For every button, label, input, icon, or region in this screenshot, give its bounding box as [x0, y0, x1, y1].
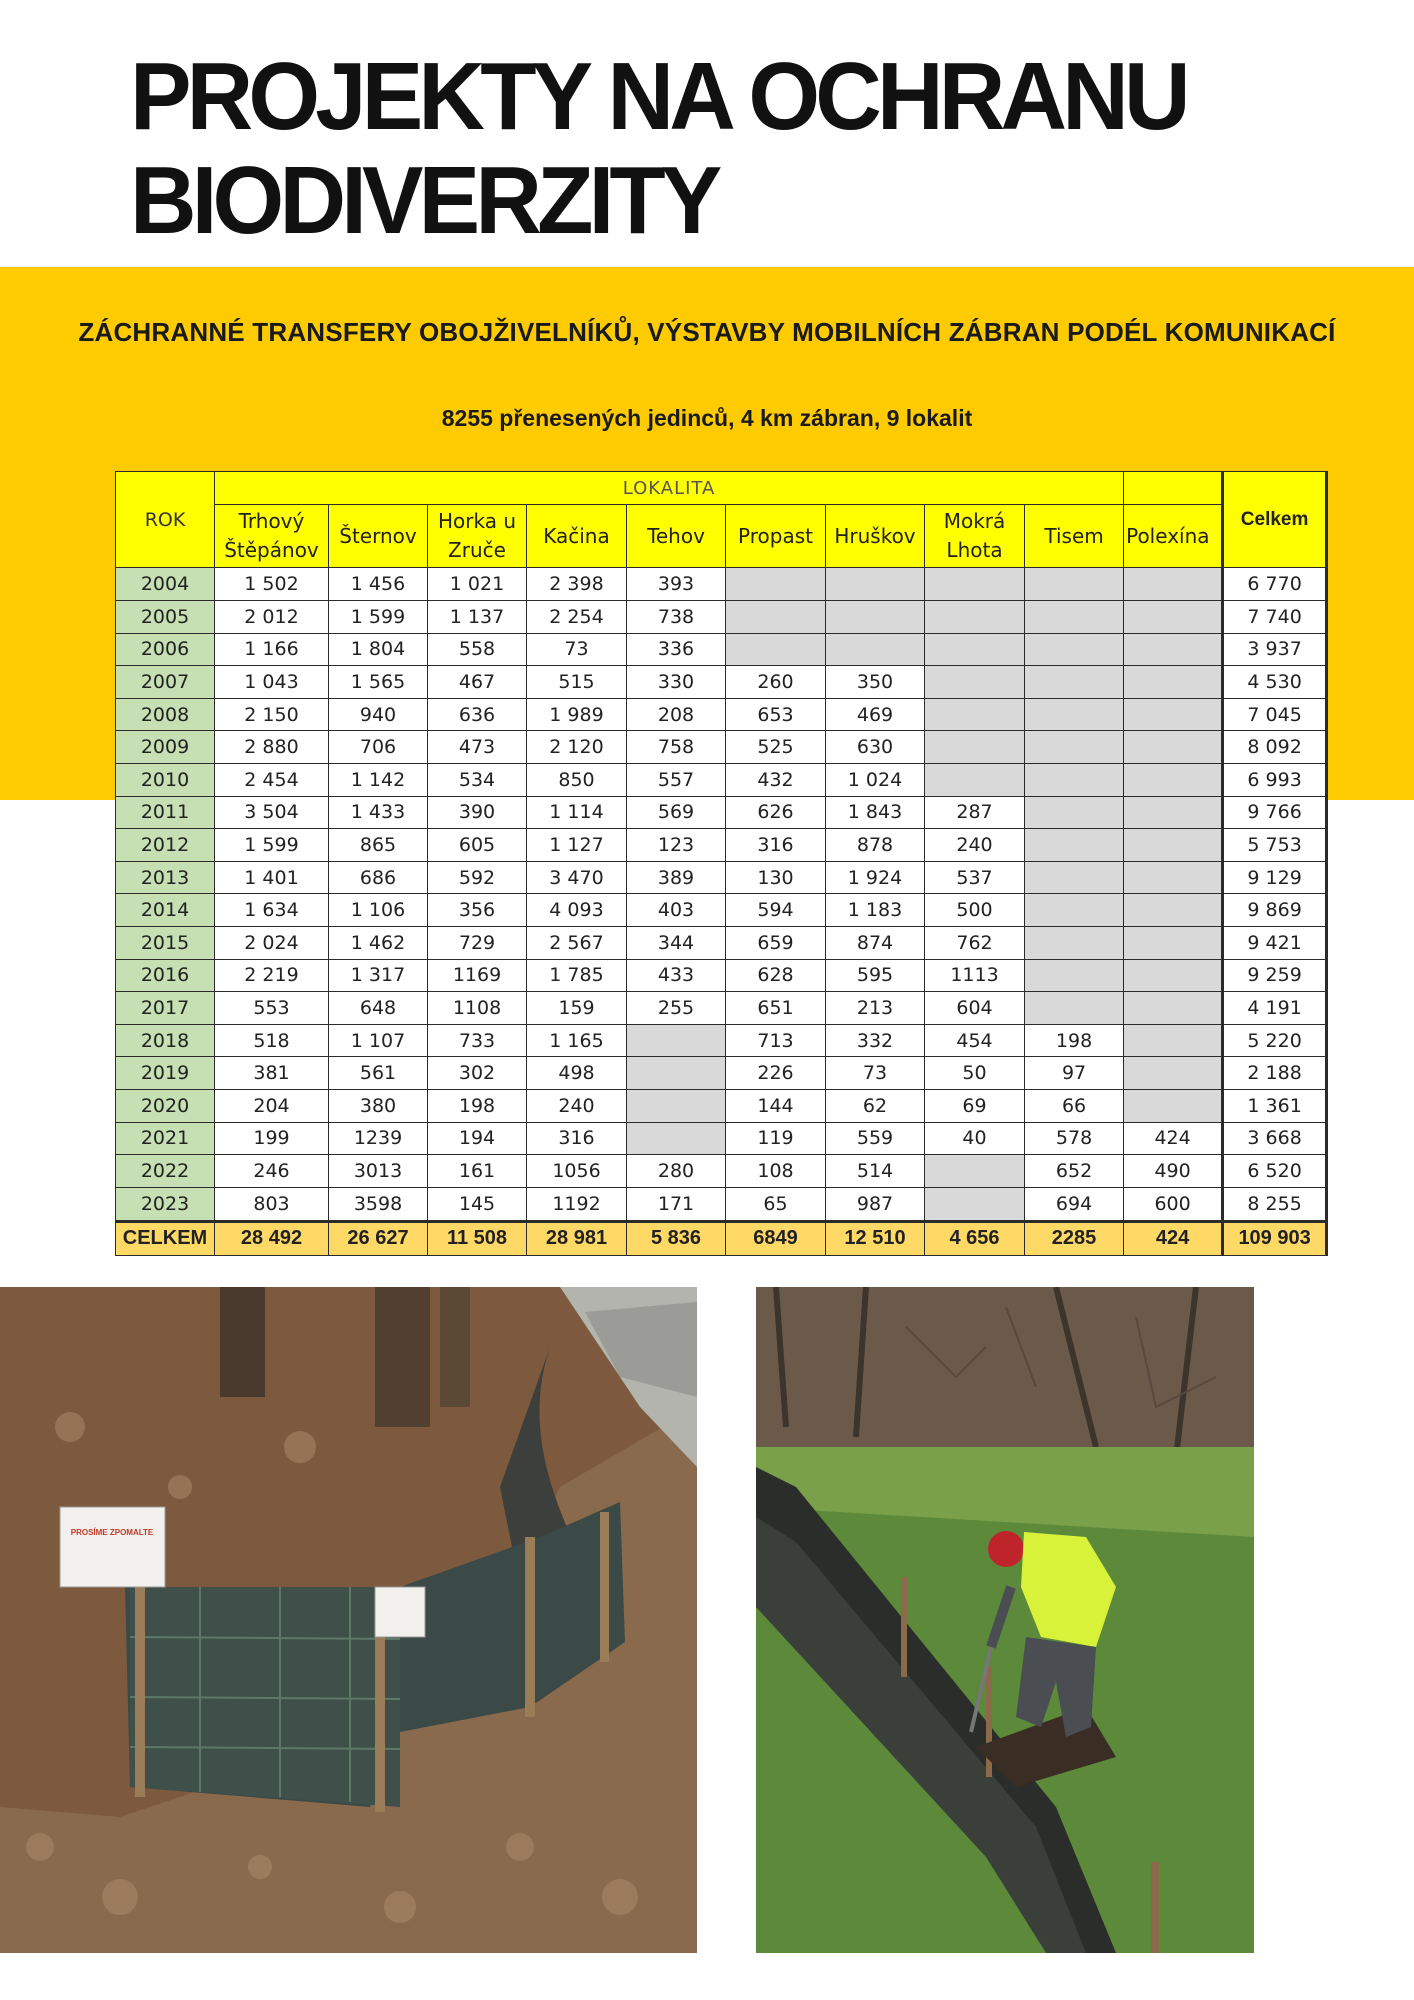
empty-cell	[826, 600, 925, 633]
empty-cell	[1025, 992, 1124, 1025]
column-header: Kačina	[527, 505, 627, 568]
row-total-cell: 9 259	[1223, 959, 1327, 992]
value-cell: 1 142	[329, 763, 428, 796]
value-cell: 424	[1124, 1122, 1223, 1155]
empty-cell	[1124, 600, 1223, 633]
empty-cell	[1124, 731, 1223, 764]
value-cell: 592	[428, 861, 527, 894]
value-cell: 4 093	[527, 894, 627, 927]
value-cell: 2 219	[215, 959, 329, 992]
year-cell: 2015	[116, 927, 215, 960]
value-cell: 758	[627, 731, 726, 764]
year-cell: 2006	[116, 633, 215, 666]
empty-cell	[1124, 1024, 1223, 1057]
year-cell: 2009	[116, 731, 215, 764]
value-cell: 706	[329, 731, 428, 764]
value-cell: 2 012	[215, 600, 329, 633]
row-total-cell: 3 937	[1223, 633, 1327, 666]
lokalita-header-extra	[1124, 472, 1223, 505]
value-cell: 65	[726, 1187, 826, 1221]
empty-cell	[1025, 829, 1124, 862]
empty-cell	[1124, 633, 1223, 666]
row-total-cell: 9 421	[1223, 927, 1327, 960]
row-total-cell: 9 766	[1223, 796, 1327, 829]
empty-cell	[1124, 992, 1223, 1025]
value-cell: 316	[527, 1122, 627, 1155]
value-cell: 3013	[329, 1155, 428, 1188]
value-cell: 2 454	[215, 763, 329, 796]
value-cell: 1239	[329, 1122, 428, 1155]
table-row	[116, 829, 1327, 862]
column-header: Šternov	[329, 505, 428, 568]
year-cell: 2016	[116, 959, 215, 992]
value-cell: 1 502	[215, 568, 329, 601]
value-cell: 69	[925, 1090, 1025, 1123]
value-cell: 594	[726, 894, 826, 927]
value-cell: 473	[428, 731, 527, 764]
year-cell: 2018	[116, 1024, 215, 1057]
value-cell: 525	[726, 731, 826, 764]
value-cell: 344	[627, 927, 726, 960]
value-cell: 1 137	[428, 600, 527, 633]
empty-cell	[627, 1122, 726, 1155]
value-cell: 204	[215, 1090, 329, 1123]
value-cell: 630	[826, 731, 925, 764]
value-cell: 738	[627, 600, 726, 633]
value-cell: 1 043	[215, 666, 329, 699]
year-cell: 2022	[116, 1155, 215, 1188]
table-row	[116, 600, 1327, 633]
value-cell: 199	[215, 1122, 329, 1155]
empty-cell	[925, 568, 1025, 601]
value-cell: 40	[925, 1122, 1025, 1155]
sum-cell: 28 492	[215, 1221, 329, 1255]
value-cell: 694	[1025, 1187, 1124, 1221]
value-cell: 2 254	[527, 600, 627, 633]
sum-cell: 6849	[726, 1221, 826, 1255]
empty-cell	[627, 1090, 726, 1123]
value-cell: 130	[726, 861, 826, 894]
value-cell: 330	[627, 666, 726, 699]
empty-cell	[1025, 796, 1124, 829]
empty-cell	[627, 1057, 726, 1090]
empty-cell	[1124, 698, 1223, 731]
value-cell: 1 106	[329, 894, 428, 927]
value-cell: 514	[826, 1155, 925, 1188]
value-cell: 515	[527, 666, 627, 699]
empty-cell	[1124, 927, 1223, 960]
value-cell: 171	[627, 1187, 726, 1221]
value-cell: 2 150	[215, 698, 329, 731]
value-cell: 1 401	[215, 861, 329, 894]
value-cell: 381	[215, 1057, 329, 1090]
year-cell: 2021	[116, 1122, 215, 1155]
empty-cell	[726, 633, 826, 666]
value-cell: 280	[627, 1155, 726, 1188]
empty-cell	[627, 1024, 726, 1057]
value-cell: 332	[826, 1024, 925, 1057]
value-cell: 50	[925, 1057, 1025, 1090]
table-row	[116, 1122, 1327, 1155]
value-cell: 380	[329, 1090, 428, 1123]
value-cell: 454	[925, 1024, 1025, 1057]
column-header: Mokrá Lhota	[925, 505, 1025, 568]
value-cell: 1 599	[329, 600, 428, 633]
value-cell: 208	[627, 698, 726, 731]
empty-cell	[1124, 666, 1223, 699]
value-cell: 500	[925, 894, 1025, 927]
table-row	[116, 927, 1327, 960]
value-cell: 1 183	[826, 894, 925, 927]
value-cell: 1 462	[329, 927, 428, 960]
empty-cell	[1124, 1057, 1223, 1090]
value-cell: 469	[826, 698, 925, 731]
title-line-2: BIODIVERZITY	[130, 147, 718, 254]
year-cell: 2004	[116, 568, 215, 601]
value-cell: 636	[428, 698, 527, 731]
row-total-cell: 5 220	[1223, 1024, 1327, 1057]
empty-cell	[1025, 861, 1124, 894]
value-cell: 336	[627, 633, 726, 666]
empty-cell	[925, 600, 1025, 633]
column-header: Hruškov	[826, 505, 925, 568]
row-total-cell: 4 191	[1223, 992, 1327, 1025]
value-cell: 316	[726, 829, 826, 862]
table-row	[116, 894, 1327, 927]
table-row	[116, 959, 1327, 992]
empty-cell	[826, 633, 925, 666]
value-cell: 865	[329, 829, 428, 862]
title-line-1: PROJEKTY NA OCHRANU	[130, 43, 1186, 150]
value-cell: 3598	[329, 1187, 428, 1221]
value-cell: 432	[726, 763, 826, 796]
value-cell: 1 456	[329, 568, 428, 601]
table-row	[116, 796, 1327, 829]
value-cell: 350	[826, 666, 925, 699]
section-subtitle: ZÁCHRANNÉ TRANSFERY OBOJŽIVELNÍKŮ, VÝSTAVBY MOBILNÍCH ZÁBRAN PODÉL KOMUNIKACÍ	[78, 317, 1336, 347]
value-cell: 1 924	[826, 861, 925, 894]
empty-cell	[925, 763, 1025, 796]
value-cell: 1 565	[329, 666, 428, 699]
value-cell: 2 024	[215, 927, 329, 960]
value-cell: 198	[428, 1090, 527, 1123]
sum-cell: 2285	[1025, 1221, 1124, 1255]
year-cell: 2013	[116, 861, 215, 894]
empty-cell	[1025, 698, 1124, 731]
value-cell: 198	[1025, 1024, 1124, 1057]
value-cell: 108	[726, 1155, 826, 1188]
value-cell: 240	[925, 829, 1025, 862]
sum-cell: 28 981	[527, 1221, 627, 1255]
value-cell: 534	[428, 763, 527, 796]
value-cell: 604	[925, 992, 1025, 1025]
value-cell: 1192	[527, 1187, 627, 1221]
grand-total-cell: 109 903	[1223, 1221, 1327, 1255]
value-cell: 559	[826, 1122, 925, 1155]
table-row	[116, 1024, 1327, 1057]
lokalita-header: LOKALITA	[215, 472, 1124, 505]
table-row	[116, 1155, 1327, 1188]
empty-cell	[1025, 600, 1124, 633]
value-cell: 1 166	[215, 633, 329, 666]
sum-cell: 26 627	[329, 1221, 428, 1255]
value-cell: 490	[1124, 1155, 1223, 1188]
value-cell: 1 989	[527, 698, 627, 731]
value-cell: 246	[215, 1155, 329, 1188]
year-cell: 2023	[116, 1187, 215, 1221]
value-cell: 557	[627, 763, 726, 796]
empty-cell	[1124, 861, 1223, 894]
row-total-cell: 7 045	[1223, 698, 1327, 731]
table-row	[116, 633, 1327, 666]
empty-cell	[1124, 829, 1223, 862]
empty-cell	[726, 568, 826, 601]
value-cell: 878	[826, 829, 925, 862]
empty-cell	[1025, 763, 1124, 796]
value-cell: 733	[428, 1024, 527, 1057]
value-cell: 213	[826, 992, 925, 1025]
sum-cell: 12 510	[826, 1221, 925, 1255]
value-cell: 123	[627, 829, 726, 862]
value-cell: 240	[527, 1090, 627, 1123]
value-cell: 729	[428, 927, 527, 960]
value-cell: 1 317	[329, 959, 428, 992]
value-cell: 62	[826, 1090, 925, 1123]
value-cell: 226	[726, 1057, 826, 1090]
sum-cell: 424	[1124, 1221, 1223, 1255]
photo-worker-barrier	[756, 1287, 1254, 1953]
sum-row	[116, 1221, 1327, 1255]
value-cell: 3 504	[215, 796, 329, 829]
empty-cell	[1124, 1090, 1223, 1123]
empty-cell	[1124, 894, 1223, 927]
value-cell: 1056	[527, 1155, 627, 1188]
value-cell: 2 120	[527, 731, 627, 764]
empty-cell	[1025, 731, 1124, 764]
celkem-header: Celkem	[1223, 472, 1327, 568]
value-cell: 987	[826, 1187, 925, 1221]
value-cell: 73	[826, 1057, 925, 1090]
year-cell: 2019	[116, 1057, 215, 1090]
value-cell: 498	[527, 1057, 627, 1090]
empty-cell	[1025, 927, 1124, 960]
row-total-cell: 6 770	[1223, 568, 1327, 601]
value-cell: 2 880	[215, 731, 329, 764]
value-cell: 850	[527, 763, 627, 796]
value-cell: 595	[826, 959, 925, 992]
table-row	[116, 731, 1327, 764]
column-header: Trhový Štěpánov	[215, 505, 329, 568]
value-cell: 161	[428, 1155, 527, 1188]
year-cell: 2010	[116, 763, 215, 796]
value-cell: 144	[726, 1090, 826, 1123]
value-cell: 467	[428, 666, 527, 699]
empty-cell	[925, 633, 1025, 666]
row-total-cell: 4 530	[1223, 666, 1327, 699]
value-cell: 874	[826, 927, 925, 960]
year-cell: 2007	[116, 666, 215, 699]
value-cell: 1 165	[527, 1024, 627, 1057]
table-row	[116, 861, 1327, 894]
empty-cell	[925, 698, 1025, 731]
value-cell: 659	[726, 927, 826, 960]
empty-cell	[1025, 666, 1124, 699]
value-cell: 73	[527, 633, 627, 666]
value-cell: 600	[1124, 1187, 1223, 1221]
value-cell: 686	[329, 861, 428, 894]
table-row	[116, 698, 1327, 731]
value-cell: 1 114	[527, 796, 627, 829]
table-row	[116, 1090, 1327, 1123]
empty-cell	[1025, 568, 1124, 601]
value-cell: 1 107	[329, 1024, 428, 1057]
empty-cell	[1124, 568, 1223, 601]
empty-cell	[1025, 894, 1124, 927]
value-cell: 1 024	[826, 763, 925, 796]
year-cell: 2017	[116, 992, 215, 1025]
column-header: Propast	[726, 505, 826, 568]
value-cell: 119	[726, 1122, 826, 1155]
year-cell: 2011	[116, 796, 215, 829]
column-header: Polexína	[1124, 505, 1223, 568]
value-cell: 356	[428, 894, 527, 927]
value-cell: 537	[925, 861, 1025, 894]
value-cell: 561	[329, 1057, 428, 1090]
rok-header: ROK	[116, 472, 215, 568]
table-row	[116, 568, 1327, 601]
row-total-cell: 6 520	[1223, 1155, 1327, 1188]
value-cell: 762	[925, 927, 1025, 960]
table-row	[116, 1187, 1327, 1221]
value-cell: 66	[1025, 1090, 1124, 1123]
value-cell: 403	[627, 894, 726, 927]
value-cell: 940	[329, 698, 428, 731]
value-cell: 1 785	[527, 959, 627, 992]
value-cell: 255	[627, 992, 726, 1025]
value-cell: 628	[726, 959, 826, 992]
column-header: Tisem	[1025, 505, 1124, 568]
value-cell: 558	[428, 633, 527, 666]
value-cell: 159	[527, 992, 627, 1025]
table-row	[116, 1057, 1327, 1090]
stats-line: 8255 přenesených jedinců, 4 km zábran, 9 lokalit	[441, 405, 973, 431]
year-cell: 2008	[116, 698, 215, 731]
row-total-cell: 7 740	[1223, 600, 1327, 633]
value-cell: 1 634	[215, 894, 329, 927]
row-total-cell: 5 753	[1223, 829, 1327, 862]
value-cell: 1 804	[329, 633, 428, 666]
value-cell: 3 470	[527, 861, 627, 894]
value-cell: 569	[627, 796, 726, 829]
value-cell: 194	[428, 1122, 527, 1155]
year-cell: 2005	[116, 600, 215, 633]
value-cell: 145	[428, 1187, 527, 1221]
photo-barrier-forest	[0, 1287, 697, 1953]
value-cell: 1169	[428, 959, 527, 992]
row-total-cell: 9 869	[1223, 894, 1327, 927]
empty-cell	[925, 666, 1025, 699]
value-cell: 1113	[925, 959, 1025, 992]
table-row	[116, 992, 1327, 1025]
column-header: Horka u Zruče	[428, 505, 527, 568]
empty-cell	[1124, 959, 1223, 992]
value-cell: 1 843	[826, 796, 925, 829]
value-cell: 518	[215, 1024, 329, 1057]
value-cell: 553	[215, 992, 329, 1025]
table-row	[116, 666, 1327, 699]
value-cell: 1 599	[215, 829, 329, 862]
row-total-cell: 8 255	[1223, 1187, 1327, 1221]
empty-cell	[1124, 796, 1223, 829]
value-cell: 97	[1025, 1057, 1124, 1090]
value-cell: 260	[726, 666, 826, 699]
year-cell: 2020	[116, 1090, 215, 1123]
amphibian-transfer-table	[115, 471, 1328, 1256]
empty-cell	[925, 1155, 1025, 1188]
value-cell: 1108	[428, 992, 527, 1025]
row-total-cell: 8 092	[1223, 731, 1327, 764]
page-title	[130, 45, 1186, 253]
value-cell: 651	[726, 992, 826, 1025]
row-total-cell: 6 993	[1223, 763, 1327, 796]
column-header: Tehov	[627, 505, 726, 568]
sign-title: PROSÍME ZPOMALTE	[70, 1528, 154, 1537]
sum-cell: 5 836	[627, 1221, 726, 1255]
empty-cell	[726, 600, 826, 633]
row-total-cell: 9 129	[1223, 861, 1327, 894]
value-cell: 2 398	[527, 568, 627, 601]
sum-label: CELKEM	[116, 1221, 215, 1255]
value-cell: 389	[627, 861, 726, 894]
value-cell: 433	[627, 959, 726, 992]
row-total-cell: 2 188	[1223, 1057, 1327, 1090]
empty-cell	[1025, 633, 1124, 666]
year-cell: 2014	[116, 894, 215, 927]
row-total-cell: 3 668	[1223, 1122, 1327, 1155]
value-cell: 803	[215, 1187, 329, 1221]
sum-cell: 4 656	[925, 1221, 1025, 1255]
value-cell: 1 021	[428, 568, 527, 601]
empty-cell	[1124, 763, 1223, 796]
empty-cell	[1025, 959, 1124, 992]
value-cell: 390	[428, 796, 527, 829]
value-cell: 653	[726, 698, 826, 731]
value-cell: 652	[1025, 1155, 1124, 1188]
value-cell: 605	[428, 829, 527, 862]
row-total-cell: 1 361	[1223, 1090, 1327, 1123]
value-cell: 626	[726, 796, 826, 829]
sum-cell: 11 508	[428, 1221, 527, 1255]
value-cell: 302	[428, 1057, 527, 1090]
value-cell: 393	[627, 568, 726, 601]
year-cell: 2012	[116, 829, 215, 862]
empty-cell	[925, 1187, 1025, 1221]
value-cell: 1 433	[329, 796, 428, 829]
value-cell: 713	[726, 1024, 826, 1057]
empty-cell	[925, 731, 1025, 764]
value-cell: 2 567	[527, 927, 627, 960]
value-cell: 578	[1025, 1122, 1124, 1155]
value-cell: 1 127	[527, 829, 627, 862]
value-cell: 287	[925, 796, 1025, 829]
value-cell: 648	[329, 992, 428, 1025]
table-row	[116, 763, 1327, 796]
empty-cell	[826, 568, 925, 601]
